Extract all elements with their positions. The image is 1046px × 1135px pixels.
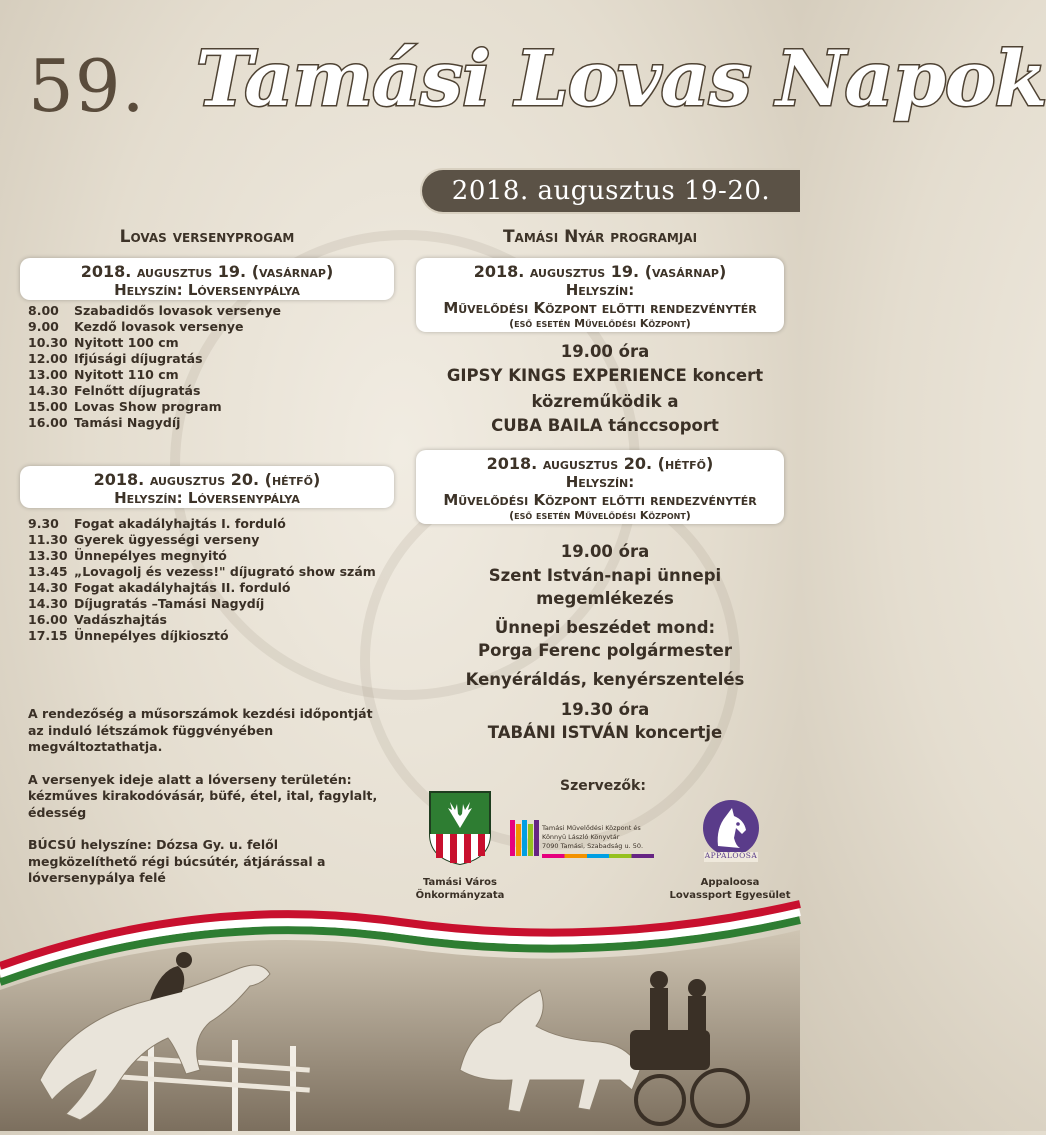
bottom-photo: [0, 930, 800, 1131]
left-day1-date: 2018. augusztus 19. (vasárnap): [80, 262, 334, 281]
r1-concert: GIPSY KINGS EXPERIENCE koncert: [446, 366, 764, 385]
r2-time: 19.00 óra: [560, 542, 650, 561]
note-bucsu: BÚCSÚ helyszíne: Dózsa Gy. u. felől megközelíthető régi búcsútér, átjárással a lóversenypálya felé: [28, 837, 326, 885]
event: Tamási Nagydíj: [74, 415, 181, 430]
event: Felnőtt díjugratás: [74, 383, 201, 398]
time: 10.30: [28, 335, 68, 350]
schedule-row: [28, 303, 281, 319]
schedule-row: [28, 628, 376, 644]
right-day2-venue: Művelődési Központ előtti rendezvénytér: [443, 491, 757, 509]
right-day2-box: [416, 450, 784, 524]
appaloosa-wordmark: APPALOOSA: [704, 851, 758, 860]
schedule-row: [28, 580, 376, 596]
event: Nyitott 110 cm: [74, 367, 179, 382]
r1-time: 19.00 óra: [560, 342, 650, 361]
time: 8.00: [28, 303, 59, 318]
r2-concert: TABÁNI ISTVÁN koncertje: [487, 723, 723, 742]
left-day1-schedule: [28, 303, 281, 431]
edition-number: 59.: [28, 44, 146, 128]
time: 13.45: [28, 564, 68, 579]
time: 14.30: [28, 596, 68, 611]
right-heading: Tamási Nyár programjai: [502, 227, 698, 247]
note-market: A versenyek ideje alatt a lóverseny területén: kézműves kirakodóvásár, büfé, étel, ital, fagylalt, édesség: [28, 771, 378, 820]
event: Szabadidős lovasok versenye: [74, 303, 282, 318]
center-line1: Tamási Művelődési Központ és: [542, 824, 641, 832]
event-date: 2018. augusztus 19-20.: [451, 176, 771, 206]
schedule-row: [28, 532, 376, 548]
time: 14.30: [28, 580, 68, 595]
schedule-row: [28, 564, 376, 580]
r2-bread: Kenyéráldás, kenyérszentelés: [465, 670, 745, 689]
r1-dance: CUBA BAILA tánccsoport: [491, 416, 719, 435]
left-day2-box: [20, 466, 394, 508]
left-day1-box: [20, 258, 394, 300]
event: Díjugratás –Tamási Nagydíj: [74, 596, 265, 611]
event: „Lovagolj és vezess!" díjugrató show szám: [74, 564, 376, 579]
event: Nyitott 100 cm: [74, 335, 179, 350]
left-day2-date: 2018. augusztus 20. (hétfő): [93, 470, 321, 489]
time: 16.00: [28, 612, 68, 627]
schedule-row: [28, 399, 281, 415]
city-line2: Önkormányzata: [415, 890, 505, 901]
organizers-label: Szervezők:: [560, 778, 646, 794]
cultural-center-logo: [510, 820, 670, 864]
background-swirl: [360, 470, 740, 850]
poster-title: [28, 26, 1046, 146]
event: Fogat akadályhajtás II. forduló: [74, 580, 291, 595]
right-day2-venue-label: Helyszín:: [565, 473, 635, 491]
right-day1-date: 2018. augusztus 19. (vasárnap): [473, 262, 727, 281]
time: 15.00: [28, 399, 68, 414]
note-start-times: A rendezőség a műsorszámok kezdési időpontját az induló létszámok függvényében megváltoztathatja.: [28, 706, 373, 754]
right-day1-venue: Művelődési Központ előtti rendezvénytér: [443, 299, 757, 317]
schedule-row: [28, 415, 281, 431]
left-heading: Lovas versenyprogam: [119, 227, 295, 247]
time: 12.00: [28, 351, 68, 366]
time: 13.00: [28, 367, 68, 382]
schedule-row: [28, 612, 376, 628]
right-day1-box: [416, 258, 784, 332]
notes: [28, 706, 388, 903]
r2-ceremony: Szent István-napi ünnepi: [488, 566, 722, 585]
event-title: Tamási Lovas Napok: [196, 34, 1046, 123]
schedule-row: [28, 383, 281, 399]
event: Fogat akadályhajtás I. forduló: [74, 516, 286, 531]
center-line3: 7090 Tamási, Szabadság u. 50.: [542, 842, 644, 850]
schedule-row: [28, 319, 281, 335]
time: 16.00: [28, 415, 68, 430]
date-banner: [420, 168, 800, 214]
schedule-row: [28, 548, 376, 564]
event: Gyerek ügyességi verseny: [74, 532, 260, 547]
city-caption: [400, 876, 520, 902]
appaloosa-line1: Appaloosa: [700, 877, 760, 888]
event: Lovas Show program: [74, 399, 222, 414]
right-day2-date: 2018. augusztus 20. (hétfő): [486, 454, 714, 473]
city-crest-logo: [428, 790, 492, 866]
time: 9.00: [28, 319, 59, 334]
r2-speaker: Porga Ferenc polgármester: [478, 641, 732, 660]
right-day2-rain: (eső esetén Művelődési Központ): [509, 509, 691, 522]
event: Kezdő lovasok versenye: [74, 319, 244, 334]
r1-feat: közreműködik a: [531, 392, 679, 411]
time: 11.30: [28, 532, 68, 547]
r2-ceremony-2: megemlékezés: [536, 589, 674, 608]
r2-time-2: 19.30 óra: [560, 700, 650, 719]
event: Ifjúsági díjugratás: [74, 351, 203, 366]
color-stripe: [542, 854, 654, 858]
left-day2-schedule: [28, 516, 376, 644]
right-day1-venue-label: Helyszín:: [565, 281, 635, 299]
schedule-row: [28, 335, 281, 351]
center-line2: Könnyü László Könyvtár: [542, 833, 620, 841]
time: 9.30: [28, 516, 59, 531]
time: 13.30: [28, 548, 68, 563]
event: Vadászhajtás: [74, 612, 167, 627]
right-day1-rain: (eső esetén Művelődési Központ): [509, 317, 691, 330]
appaloosa-logo: [698, 798, 764, 864]
schedule-row: [28, 516, 376, 532]
appaloosa-line2: Lovassport Egyesület: [669, 890, 791, 901]
time: 17.15: [28, 628, 68, 643]
left-day2-venue: Helyszín: Lóversenypálya: [114, 489, 300, 507]
event: Ünnepélyes díjkiosztó: [74, 628, 229, 643]
schedule-row: [28, 351, 281, 367]
schedule-row: [28, 596, 376, 612]
event: Ünnepélyes megnyitó: [74, 548, 227, 563]
r2-speech: Ünnepi beszédet mond:: [494, 618, 716, 637]
left-day1-venue: Helyszín: Lóversenypálya: [114, 281, 300, 299]
city-line1: Tamási Város: [422, 877, 497, 888]
time: 14.30: [28, 383, 68, 398]
schedule-row: [28, 367, 281, 383]
appaloosa-caption: [660, 876, 800, 902]
